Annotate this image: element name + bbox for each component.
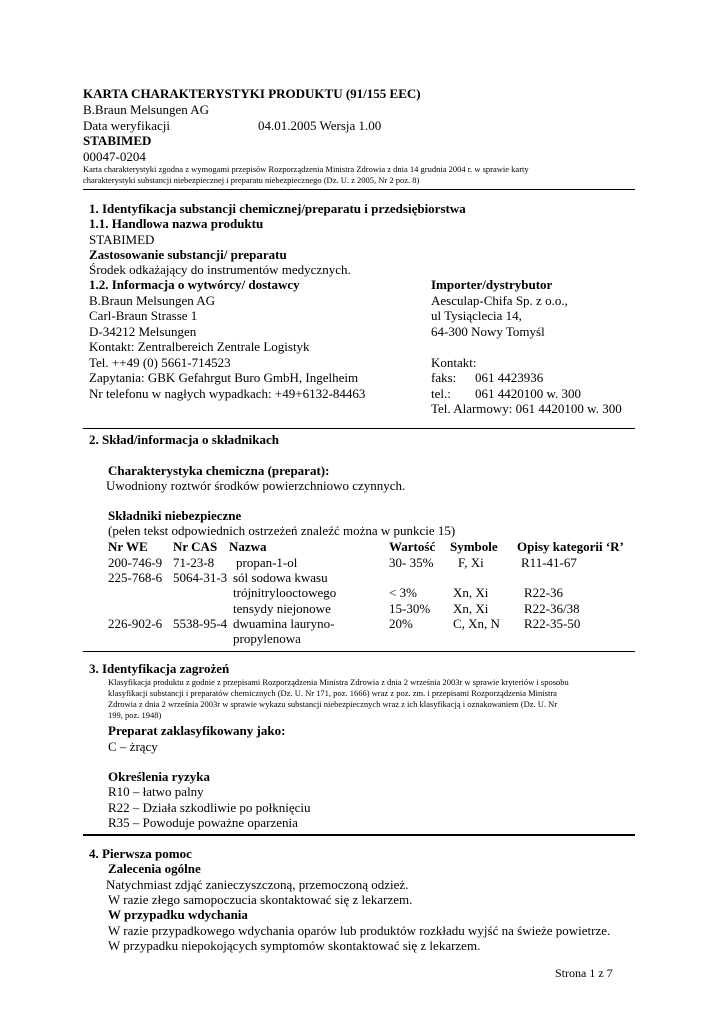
section-4-heading: 4. Pierwsza pomoc (89, 846, 192, 861)
divider (83, 834, 635, 836)
company-name: B.Braun Melsungen AG (83, 102, 210, 117)
supplier-line: Zapytania: GBK Gefahrgut Buro GmbH, Ingelheim (89, 370, 359, 385)
inhalation-line: W przypadku niepokojących symptomów skontaktować się z lekarzem. (108, 938, 481, 953)
cell-name: propan-1-ol (236, 555, 298, 570)
risk-phrase: R10 – łatwo palny (108, 784, 204, 799)
danger-note: (pełen tekst odpowiednich ostrzeżeń znaleźć można w punkcie 15) (108, 523, 456, 538)
document-title: KARTA CHARAKTERYSTYKI PRODUKTU (91/155 EEC) (83, 86, 421, 101)
risk-phrase: R22 – Działa szkodliwie po połknięciu (108, 800, 311, 815)
divider (83, 428, 635, 429)
cell-we: 200-746-9 (108, 555, 163, 570)
cell-value: 20% (389, 616, 413, 631)
chem-label: Charakterystyka chemiczna (preparat): (108, 463, 330, 478)
legal-note-line: Karta charakterystyki zgodna z wymogami przepisów Rozporządzenia Ministra Zdrowia z dnia 14 grudnia 2004 r. w sprawie karty (83, 164, 529, 174)
supplier-line: Carl-Braun Strasse 1 (89, 308, 198, 323)
inhalation-label: W przypadku wdychania (108, 907, 248, 922)
importer-line: ul Tysiąclecia 14, (431, 308, 522, 323)
classification-label: Preparat zaklasyfikowany jako: (108, 723, 286, 738)
verify-value: 04.01.2005 Wersja 1.00 (258, 118, 382, 133)
trade-name: STABIMED (89, 232, 155, 247)
cell-symbols: F, Xi (458, 555, 484, 570)
column-header: Wartość (389, 539, 436, 554)
importer-line: 64-300 Nowy Tomyśl (431, 324, 545, 339)
divider (83, 189, 635, 190)
classification-note-line: Zdrowia z dnia 2 września 2003r w sprawie wykazu substancji niebezpiecznych wraz z ich klasyfikacją i oznakowaniem (Dz. U. Nr (108, 699, 558, 709)
column-header: Nazwa (229, 539, 267, 554)
risk-label: Określenia ryzyka (108, 769, 210, 784)
cell-we: 225-768-6 (108, 570, 163, 585)
inhalation-line: W razie przypadkowego wdychania oparów lub produktów rozkładu wyjść na świeże powietrze. (108, 923, 611, 938)
supplier-line: B.Braun Melsungen AG (89, 293, 216, 308)
general-line: Natychmiast zdjąć zanieczyszczoną, przemoczoną odzież. (106, 877, 409, 892)
cell-cas: 5064-31-3 (173, 570, 228, 585)
cell-name: dwuamina lauryno- (233, 616, 335, 631)
cell-cas: 5538-95-4 (173, 616, 228, 631)
page-number: Strona 1 z 7 (555, 966, 613, 980)
supplier-line: D-34212 Melsungen (89, 324, 197, 339)
section-2-heading: 2. Skład/informacja o składnikach (89, 432, 279, 447)
general-label: Zalecenia ogólne (108, 861, 201, 876)
risk-phrase: R35 – Powoduje poważne oparzenia (108, 815, 298, 830)
supplier-line: Nr telefonu w nagłych wypadkach: +49+6132-84463 (89, 386, 366, 401)
section-3-heading: 3. Identyfikacja zagrożeń (89, 661, 230, 676)
supplier-line: Tel. ++49 (0) 5661-714523 (89, 355, 231, 370)
fax-value: 061 4423936 (475, 370, 544, 385)
legal-note-line: charakterystyki substancji niebezpiecznej i preparatu niebezpiecznego (Dz. U. z 2005, Nr 2 poz. 8) (83, 175, 420, 185)
cell-name: tensydy niejonowe (233, 601, 331, 616)
cell-value: 15-30% (389, 601, 431, 616)
cell-we: 226-902-6 (108, 616, 163, 631)
classification-note-line: Klasyfikacja produktu z godnie z przepisami Rozporządzenia Ministra Zdrowia z dnia 2 września 2003r w sprawie kryteriów i sposobu (108, 677, 569, 687)
chem-text: Uwodniony roztwór środków powierzchniowo czynnych. (106, 478, 406, 493)
classification-note-line: klasyfikacji substancji i preparatów chemicznych (Dz. U. Nr 171, poz. 1666) wraz z poz. zm. i przepisami Rozporządzenia Ministra (108, 688, 557, 698)
importer-heading: Importer/dystrybutor (431, 277, 553, 292)
cell-r: R22-35-50 (524, 616, 581, 631)
divider (83, 651, 635, 652)
verify-label: Data weryfikacji (83, 118, 170, 133)
cell-symbols: Xn, Xi (453, 585, 489, 600)
tel-label: tel.: (431, 386, 451, 401)
cell-r: R22-36/38 (524, 601, 580, 616)
column-header: Nr WE (108, 539, 148, 554)
cell-value: 30- 35% (389, 555, 434, 570)
alarm-phone: Tel. Alarmowy: 061 4420100 w. 300 (431, 401, 622, 416)
importer-line: Aesculap-Chifa Sp. z o.o., (431, 293, 568, 308)
cell-r: R22-36 (524, 585, 563, 600)
supplier-line: Kontakt: Zentralbereich Zentrale Logistyk (89, 339, 310, 354)
column-header: Symbole (450, 539, 498, 554)
tel-value: 061 4420100 w. 300 (475, 386, 582, 401)
classification-note-line: 199, poz. 1948) (108, 710, 162, 720)
cell-r: R11-41-67 (521, 555, 577, 570)
column-header: Opisy kategorii ‘R’ (517, 539, 624, 554)
section-1-heading: 1. Identyfikacja substancji chemicznej/preparatu i przedsiębiorstwa (89, 201, 466, 216)
general-line: W razie złego samopoczucia skontaktować się z lekarzem. (108, 892, 413, 907)
classification-value: C – żrący (108, 739, 158, 754)
cell-value: < 3% (389, 585, 417, 600)
cell-name: sól sodowa kwasu (233, 570, 328, 585)
section-1-2-heading: 1.2. Informacja o wytwórcy/ dostawcy (89, 277, 300, 292)
cell-cas: 71-23-8 (173, 555, 215, 570)
use-label: Zastosowanie substancji/ preparatu (89, 247, 287, 262)
cell-name: propylenowa (233, 631, 301, 646)
product-name: STABIMED (83, 133, 152, 148)
fax-label: faks: (431, 370, 457, 385)
section-1-1-heading: 1.1. Handlowa nazwa produktu (89, 216, 264, 231)
column-header: Nr CAS (173, 539, 218, 554)
cell-symbols: C, Xn, N (453, 616, 500, 631)
contact-label: Kontakt: (431, 355, 477, 370)
danger-label: Składniki niebezpieczne (108, 508, 242, 523)
product-code: 00047-0204 (83, 149, 146, 164)
use-text: Środek odkażający do instrumentów medycznych. (89, 262, 351, 277)
cell-name: trójnitrylooctowego (233, 585, 337, 600)
cell-symbols: Xn, Xi (453, 601, 489, 616)
